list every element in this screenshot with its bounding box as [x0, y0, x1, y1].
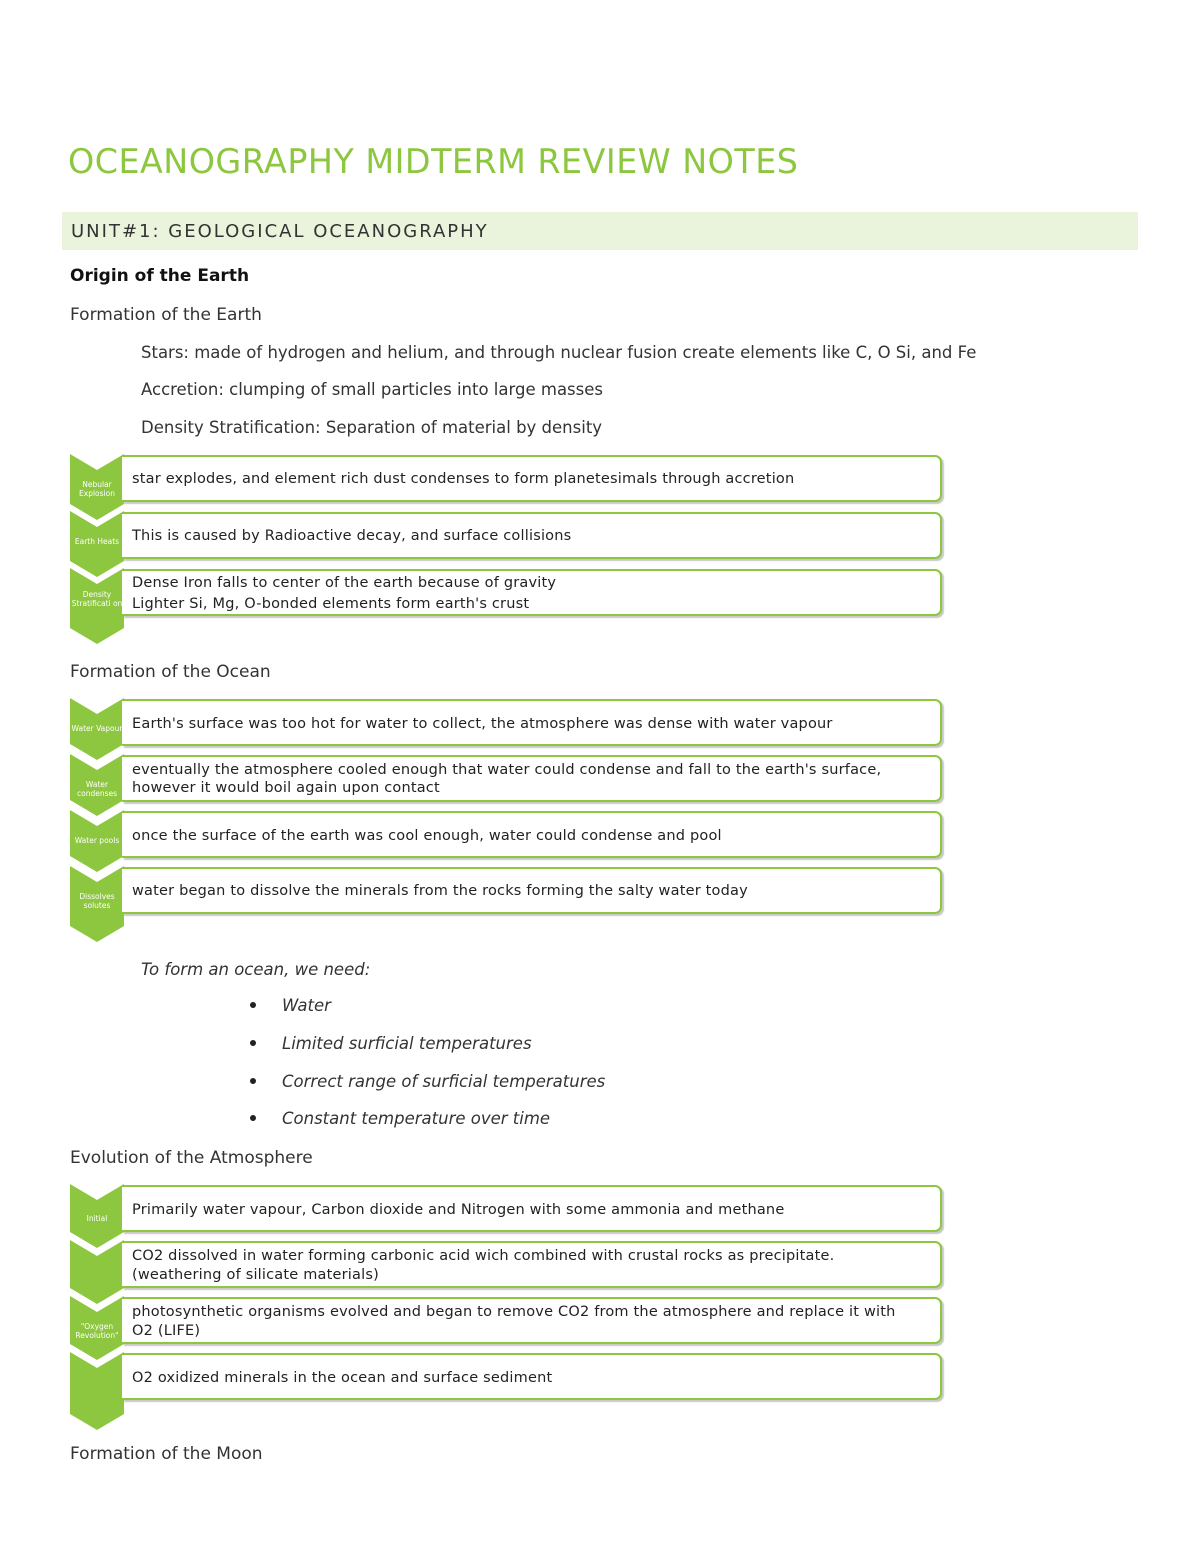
ocean-process-diagram — [70, 698, 950, 943]
step-text: Primarily water vapour, Carbon dioxide and Nitrogen with some ammonia and methane — [132, 1202, 785, 1218]
step-text-line-2: Lighter Si, Mg, O-bonded elements form earth's crust — [132, 596, 530, 612]
step-text: This is caused by Radioactive decay, and surface collisions — [132, 528, 572, 544]
chevron-label: Water condenses — [76, 780, 118, 798]
list-item — [248, 1072, 748, 1096]
earth-step-2 — [70, 511, 950, 561]
step-text: eventually the atmosphere cooled enough that water could condense and fall to the earth's surface, — [132, 762, 882, 778]
step-box — [122, 699, 942, 746]
ocean-step-4 — [70, 866, 950, 942]
formation-earth-heading: Formation of the Earth — [70, 305, 262, 325]
list-item-text: Water — [282, 996, 331, 1015]
list-item-text: Correct range of surficial temperatures — [282, 1072, 606, 1091]
stars-line: Stars: made of hydrogen and helium, and through nuclear fusion create elements like C, O Si, and Fe — [141, 343, 977, 362]
atmosphere-step-1 — [70, 1184, 950, 1234]
step-text: Earth's surface was too hot for water to collect, the atmosphere was dense with water vapour — [132, 716, 833, 732]
ocean-needs-list — [248, 996, 748, 1136]
step-text: star explodes, and element rich dust condenses to form planetesimals through accretion — [132, 471, 795, 487]
density-line: Density Stratification: Separation of material by density — [141, 418, 603, 437]
step-text: water began to dissolve the minerals from the rocks forming the salty water today — [132, 883, 748, 899]
step-box — [122, 455, 942, 502]
ocean-step-1 — [70, 698, 950, 748]
chevron-label: Water Vapour — [71, 724, 123, 733]
unit-heading: UNIT#1: GEOLOGICAL OCEANOGRAPHY — [71, 221, 489, 242]
step-box — [122, 1185, 942, 1232]
chevron — [70, 1352, 124, 1430]
step-text-line-2: however it would boil again upon contact — [132, 780, 440, 796]
step-text-line-2: O2 (LIFE) — [132, 1323, 201, 1339]
chevron-label: "Oxygen Revolution" — [75, 1322, 119, 1340]
step-box — [122, 512, 942, 559]
step-text: photosynthetic organisms evolved and began to remove CO2 from the atmosphere and replace it with — [132, 1304, 896, 1320]
step-box — [122, 811, 942, 858]
accretion-line: Accretion: clumping of small particles into large masses — [141, 380, 603, 399]
atmosphere-step-4 — [70, 1352, 950, 1432]
atmosphere-step-3 — [70, 1296, 950, 1346]
ocean-needs-intro: To form an ocean, we need: — [141, 960, 371, 979]
atmosphere-heading: Evolution of the Atmosphere — [70, 1148, 313, 1168]
moon-heading: Formation of the Moon — [70, 1444, 263, 1464]
step-text: once the surface of the earth was cool enough, water could condense and pool — [132, 828, 722, 844]
bullet-icon — [250, 1115, 256, 1121]
step-box — [122, 1353, 942, 1400]
list-item-text: Limited surficial temperatures — [282, 1034, 532, 1053]
step-text: O2 oxidized minerals in the ocean and surface sediment — [132, 1370, 553, 1386]
earth-step-1 — [70, 454, 950, 504]
step-box — [122, 1297, 942, 1344]
chevron-label: Water pools — [74, 836, 120, 845]
formation-ocean-heading: Formation of the Ocean — [70, 662, 271, 682]
bullet-icon — [250, 1040, 256, 1046]
step-text: CO2 dissolved in water forming carbonic acid wich combined with crustal rocks as precipitate. — [132, 1248, 835, 1264]
step-text: Dense Iron falls to center of the earth because of gravity — [132, 575, 557, 591]
chevron-label: Density Stratificati on — [71, 590, 123, 608]
ocean-step-3 — [70, 810, 950, 860]
list-item — [248, 1034, 748, 1058]
chevron-label: Initial — [86, 1214, 108, 1223]
document-title: OCEANOGRAPHY MIDTERM REVIEW NOTES — [68, 142, 799, 182]
chevron-label: Earth Heats — [74, 537, 120, 546]
origin-heading: Origin of the Earth — [70, 266, 250, 286]
earth-process-diagram — [70, 454, 950, 644]
atmosphere-process-diagram — [70, 1184, 950, 1432]
step-text-line-2: (weathering of silicate materials) — [132, 1267, 379, 1283]
step-box — [122, 1241, 942, 1288]
unit-heading-band — [62, 212, 1138, 250]
step-box — [122, 569, 942, 616]
ocean-step-2 — [70, 754, 950, 804]
list-item — [248, 996, 748, 1020]
chevron-label: Dissolves solutes — [79, 892, 115, 910]
chevron-label: Nebular Explosion — [79, 480, 115, 498]
list-item-text: Constant temperature over time — [282, 1109, 551, 1128]
bullet-icon — [250, 1002, 256, 1008]
step-box — [122, 755, 942, 802]
list-item — [248, 1109, 748, 1133]
bullet-icon — [250, 1078, 256, 1084]
atmosphere-step-2 — [70, 1240, 950, 1290]
chevron — [70, 1240, 124, 1304]
earth-step-3 — [70, 568, 950, 644]
step-box — [122, 867, 942, 914]
